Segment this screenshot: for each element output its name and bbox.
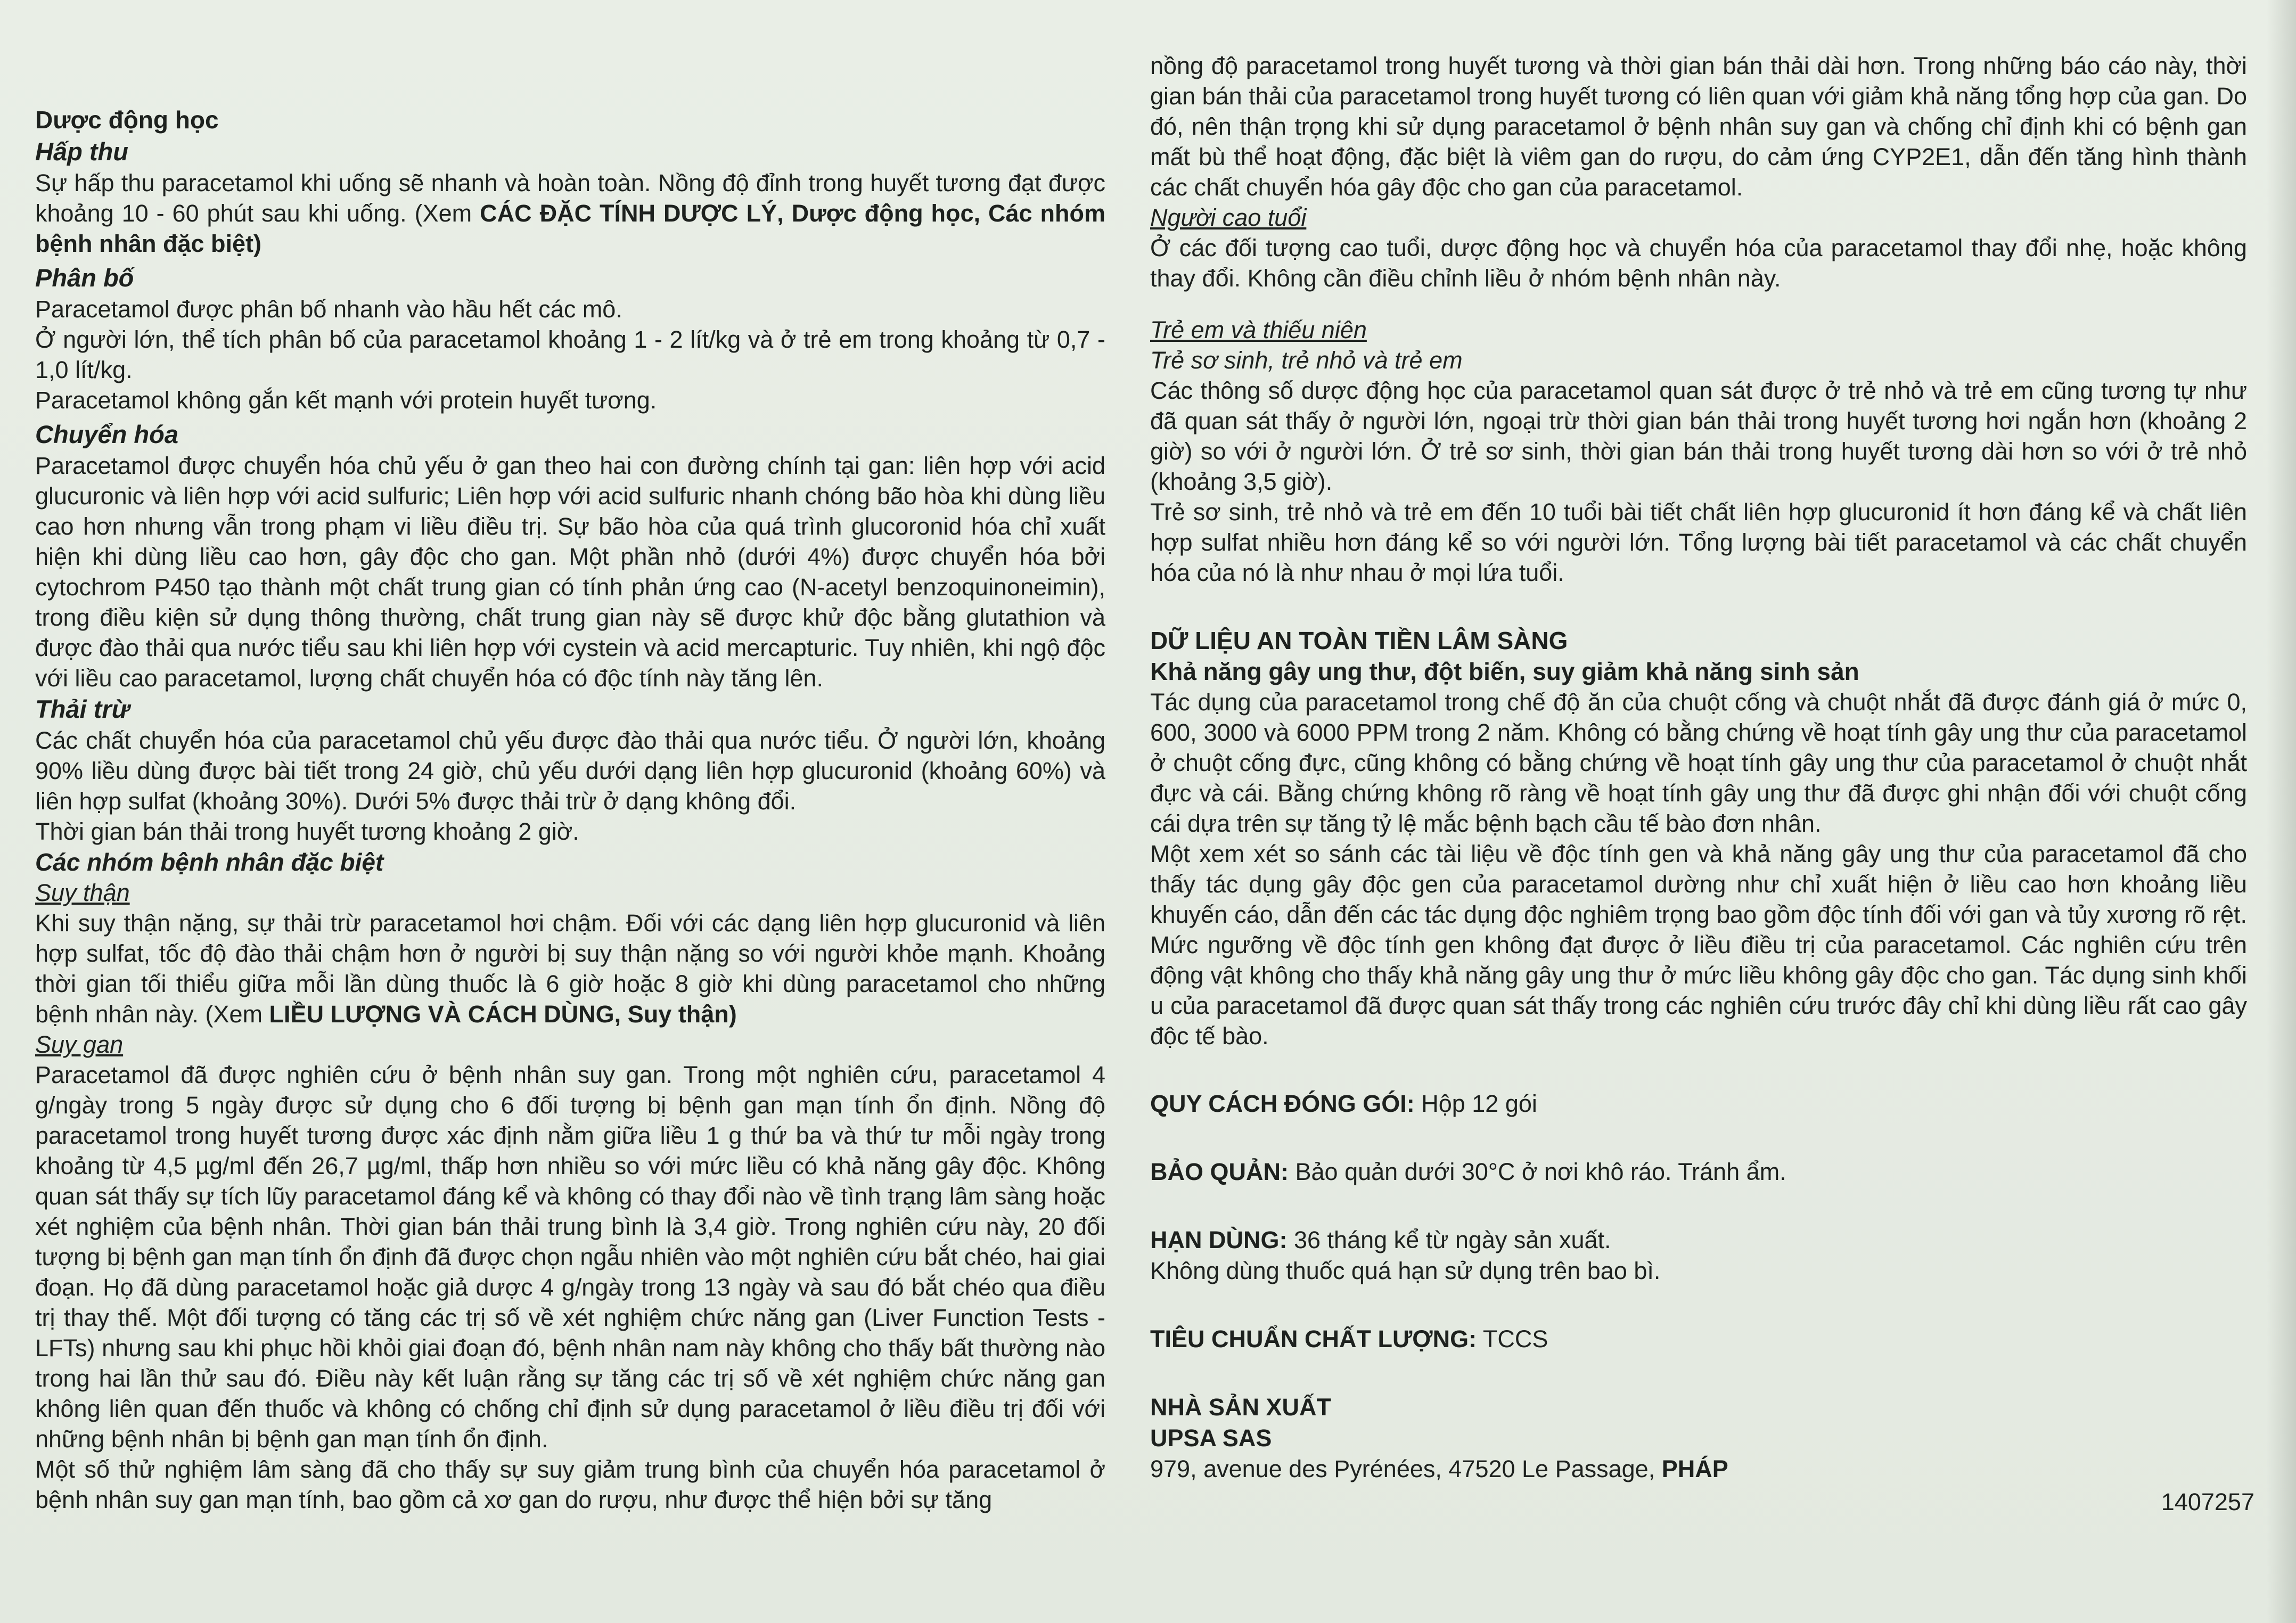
distribution-heading: Phân bố — [35, 264, 134, 292]
expiry-value: 36 tháng kể từ ngày sản xuất. — [1294, 1226, 1611, 1253]
absorption-text: Sự hấp thu paracetamol khi uống sẽ nhanh và hoàn toàn. Nồng độ đỉnh trong huyết tương đạt được khoảng 10 - 60 phút sau khi uống. (Xem CÁC ĐẶC TÍNH DƯỢC LÝ, Dược động học, Các nhóm bệnh nhân đặc biệt) — [35, 169, 1105, 257]
distribution-line: Paracetamol được phân bố nhanh vào hầu hết các mô. — [35, 296, 622, 323]
preclinical-safety-heading: DỮ LIỆU AN TOÀN TIỀN LÂM SÀNG — [1150, 627, 1568, 654]
carcinogenicity-text: Một xem xét so sánh các tài liệu về độc tính gen và khả năng gây ung thư của paracetamol đã cho thấy tác dụng gây độc gen của paracetamol dường như chỉ xuất hiện ở liều cao hơn khoảng liều khuyến cáo, dẫn đến các tác dụng độc nghiêm trọng bao gồm độc tính đối với gan và tủy xương rõ rệt. Mức ngưỡng về độc tính gen không đạt được ở liều điều trị của paracetamol. Các nghiên cứu trên động vật không cho thấy khả năng gây ung thư ở mức liều không gây độc cho gan. Tác dụng sinh khối u của paracetamol đã được quan sát thấy trong các nghiên cứu trước đây chỉ khi dùng liều rất cao gây độc tế bào. — [1150, 840, 2247, 1050]
elderly-text: Ở các đối tượng cao tuổi, dược động học và chuyển hóa của paracetamol thay đổi nhẹ, hoặc không thay đổi. Không cần điều chỉnh liều ở nhóm bệnh nhân này. — [1150, 234, 2247, 292]
document-code: 1407257 — [2161, 1488, 2254, 1515]
hepatic-impairment-heading: Suy gan — [35, 1031, 124, 1058]
absorption-reference: CÁC ĐẶC TÍNH DƯỢC LÝ, Dược động học, Các nhóm bệnh nhân đặc biệt) — [35, 200, 1105, 257]
manufacturer-address: 979, avenue des Pyrénées, 47520 Le Passage, PHÁP — [1150, 1455, 1728, 1482]
paper-edge-shadow — [2267, 0, 2296, 1623]
quality-standard-value: TCCS — [1482, 1325, 1548, 1353]
storage-value: Bảo quản dưới 30°C ở nơi khô ráo. Tránh ẩm. — [1295, 1158, 1786, 1185]
renal-impairment-heading: Suy thận — [35, 879, 130, 906]
storage-info — [1150, 1157, 2247, 1187]
hepatic-impairment-continued: nồng độ paracetamol trong huyết tương và thời gian bán thải dài hơn. Trong những báo cáo này, thời gian bán thải của paracetamol trong huyết tương có liên quan với giảm khả năng tổng hợp của gan. Do đó, nên thận trọng khi sử dụng paracetamol ở bệnh nhân suy gan và chống chỉ định khi có bệnh gan mất bù thể hoạt động, đặc biệt là viêm gan do rượu, do cảm ứng CYP2E1, dẫn đến tăng hình thành các chất chuyển hóa gây độc cho gan của paracetamol. — [1150, 52, 2247, 201]
absorption-heading: Hấp thu — [35, 137, 128, 166]
renal-reference: LIỀU LƯỢNG VÀ CÁCH DÙNG, Suy thận) — [269, 1001, 737, 1028]
manufacturer-name: UPSA SAS — [1150, 1424, 1272, 1452]
elimination-line: Các chất chuyển hóa của paracetamol chủ yếu được đào thải qua nước tiểu. Ở người lớn, khoảng 90% liều dùng được bài tiết trong 24 giờ, chủ yếu dưới dạng liên hợp glucuronid (khoảng 60%) và liên hợp sulfat (khoảng 30%). Dưới 5% được thải trừ ở dạng không đổi. — [35, 727, 1105, 815]
pediatric-text: Trẻ sơ sinh, trẻ nhỏ và trẻ em đến 10 tuổi bài tiết chất liên hợp glucuronid ít hơn đáng kể và chất liên hợp sulfat nhiều hơn đáng kể so với người lớn. Tổng lượng bài tiết paracetamol và các chất chuyển hóa của nó là như nhau ở mọi lứa tuổi. — [1150, 498, 2247, 586]
carcinogenicity-text: Tác dụng của paracetamol trong chế độ ăn của chuột cống và chuột nhắt đã được đánh giá ở mức 0, 600, 3000 và 6000 PPM trong 2 năm. Không có bằng chứng về hoạt tính gây ung thư của paracetamol ở chuột cống đực, cũng không có bằng chứng về hoạt tính gây ung thư của paracetamol ở chuột nhắt đực và cái. Bằng chứng không rõ ràng về hoạt tính gây ung thư đã được ghi nhận đối với chuột cống cái dựa trên sự tăng tỷ lệ mắc bệnh bạch cầu tế bào đơn nhân. — [1150, 688, 2247, 837]
elderly-heading: Người cao tuổi — [1150, 204, 1307, 231]
expiry-label: HẠN DÙNG: — [1150, 1226, 1288, 1253]
packaging-label: QUY CÁCH ĐÓNG GÓI: — [1150, 1090, 1415, 1117]
right-column — [1150, 51, 2247, 1605]
metabolism-heading: Chuyển hóa — [35, 420, 178, 448]
packaging-value: Hộp 12 gói — [1421, 1090, 1537, 1117]
manufacturer-country: PHÁP — [1661, 1455, 1728, 1482]
hepatic-impairment-text: Một số thử nghiệm lâm sàng đã cho thấy sự suy giảm trung bình của chuyển hóa paracetamol ở bệnh nhân suy gan mạn tính, bao gồm cả xơ gan do rượu, như được thể hiện bởi sự tăng — [35, 1456, 1105, 1513]
elimination-line: Thời gian bán thải trong huyết tương khoảng 2 giờ. — [35, 818, 579, 845]
pediatric-subheading: Trẻ sơ sinh, trẻ nhỏ và trẻ em — [1150, 347, 1463, 374]
quality-standard-label: TIÊU CHUẨN CHẤT LƯỢNG: — [1150, 1325, 1477, 1353]
special-populations-heading: Các nhóm bệnh nhân đặc biệt — [35, 848, 384, 876]
distribution-line: Ở người lớn, thể tích phân bố của paracetamol khoảng 1 - 2 lít/kg và ở trẻ em trong khoảng từ 0,7 - 1,0 lít/kg. — [35, 326, 1105, 383]
metabolism-text: Paracetamol được chuyển hóa chủ yếu ở gan theo hai con đường chính tại gan: liên hợp với acid glucuronic và liên hợp với acid sulfuric; Liên hợp với acid sulfuric nhanh chóng bão hòa khi dùng liều cao hơn nhưng vẫn trong phạm vi liều điều trị. Sự bão hòa của quá trình glucoronid hóa chỉ xuất hiện khi dùng liều cao hơn, gây độc cho gan. Một phần nhỏ (dưới 4%) được chuyển hóa bởi cytochrom P450 tạo thành một chất trung gian có tính phản ứng cao (N-acetyl benzoquinoneimin), trong điều kiện sử dụng thông thường, chất trung gian này sẽ được khử độc bằng glutathion và được đào thải qua nước tiểu sau khi liên hợp với cystein và acid mercapturic. Tuy nhiên, khi ngộ độc với liều cao paracetamol, lượng chất chuyển hóa có độc tính này tăng lên. — [35, 452, 1105, 692]
expiry-note: Không dùng thuốc quá hạn sử dụng trên bao bì. — [1150, 1257, 1661, 1284]
distribution-line: Paracetamol không gắn kết mạnh với protein huyết tương. — [35, 387, 657, 414]
renal-impairment-text: Khi suy thận nặng, sự thải trừ paracetamol hơi chậm. Đối với các dạng liên hợp glucuronid và liên hợp sulfat, tốc độ đào thải chậm hơn ở người bị suy thận nặng so với người khỏe mạnh. Khoảng thời gian tối thiểu giữa mỗi lần dùng thuốc là 6 giờ hoặc 8 giờ khi dùng paracetamol cho những bệnh nhân này. (Xem LIỀU LƯỢNG VÀ CÁCH DÙNG, Suy thận) — [35, 909, 1105, 1028]
packaging-info — [1150, 1088, 2247, 1119]
hepatic-impairment-text: Paracetamol đã được nghiên cứu ở bệnh nhân suy gan. Trong một nghiên cứu, paracetamol 4 g/ngày trong 5 ngày được sử dụng cho 6 đối tượng bị bệnh gan mạn tính ổn định. Nồng độ paracetamol trong huyết tương được xác định nằm giữa liều 1 g thứ ba và thứ tư mỗi ngày trong khoảng từ 4,5 µg/ml đến 26,7 µg/ml, thấp hơn nhiều so với mức liều có khả năng gây độc. Không quan sát thấy sự tích lũy paracetamol đáng kể và không có thay đổi nào về tình trạng lâm sàng hoặc xét nghiệm của bệnh nhân. Thời gian bán thải trung bình là 3,4 giờ. Trong nghiên cứu này, 20 đối tượng bị bệnh gan mạn tính ổn định đã được chọn ngẫu nhiên vào một nghiên cứu bắt chéo, hai giai đoạn. Họ đã dùng paracetamol hoặc giả dược 4 g/ngày trong 13 ngày và sau đó bắt chéo qua điều trị thay thế. Một đối tượng có tăng các trị số về xét nghiệm chức năng gan (Liver Function Tests - LFTs) nhưng sau khi phục hồi khỏi giai đoạn đó, bệnh nhân nam này không cho thấy bất thường nào trong hai lần thử sau đó. Điều này kết luận rằng sự tăng các trị số về xét nghiệm chức năng gan không liên quan đến thuốc và không có chống chỉ định sử dụng paracetamol ở liều điều trị đối với những bệnh nhân bị bệnh gan mạn tính ổn định. — [35, 1061, 1105, 1453]
left-column — [35, 104, 1105, 1613]
elimination-heading: Thải trừ — [35, 695, 130, 723]
expiry-info — [1150, 1225, 2247, 1256]
storage-label: BẢO QUẢN: — [1150, 1158, 1289, 1185]
pediatric-heading: Trẻ em và thiếu niên — [1150, 316, 1367, 343]
manufacturer-label: NHÀ SẢN XUẤT — [1150, 1394, 1332, 1421]
quality-standard-info — [1150, 1324, 2247, 1355]
pediatric-text: Các thông số dược động học của paracetamol quan sát được ở trẻ nhỏ và trẻ em cũng tương tự như đã quan sát thấy ở người lớn, ngoại trừ thời gian bán thải trong huyết tương hơi ngắn hơn (khoảng 2 giờ) so với ở người lớn. Ở trẻ sơ sinh, thời gian bán thải trong huyết tương dài hơn so với ở trẻ nhỏ (khoảng 3,5 giờ). — [1150, 377, 2247, 495]
section-title-pharmacokinetics: Dược động học — [35, 106, 219, 134]
carcinogenicity-heading: Khả năng gây ung thư, đột biến, suy giảm khả năng sinh sản — [1150, 658, 1859, 685]
